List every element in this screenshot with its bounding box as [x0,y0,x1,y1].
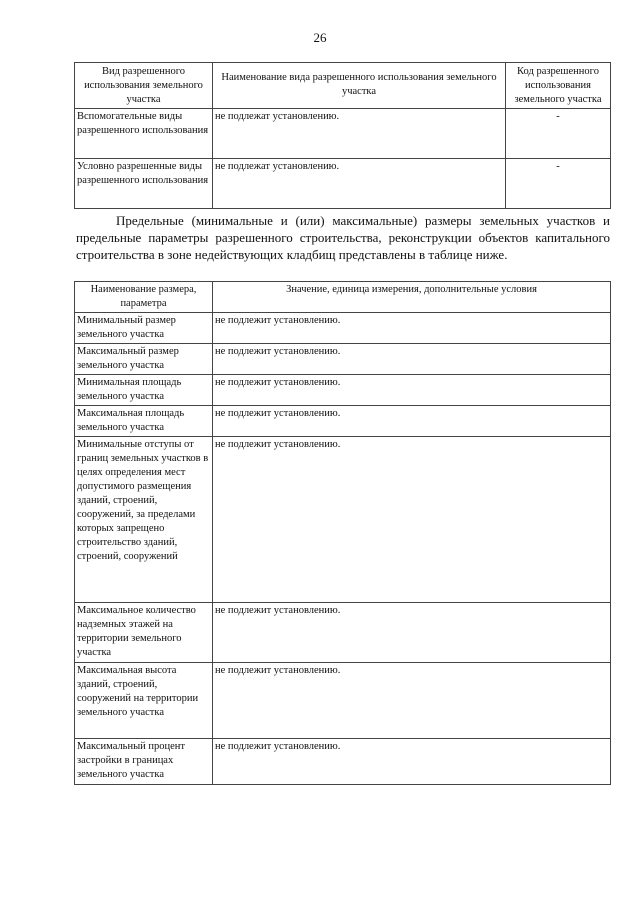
header-cell: Значение, единица измерения, дополнительные условия [213,282,611,313]
table-row [75,313,611,344]
body-paragraph: Предельные (минимальные и (или) максимальные) размеры земельных участков и предельные параметры разрешенного строительства, реконструкции объектов капитального строительства в зоне недействующих кладбищ представлены в таблице ниже. [76,213,610,262]
param-name-cell: Максимальная площадь земельного участка [75,406,213,437]
use-name-cell: не подлежат установлению. [213,109,506,159]
param-name-cell: Максимальный процент застройки в границах земельного участка [75,739,213,785]
permitted-use-table [74,62,611,209]
table-row [75,663,611,739]
param-name-cell: Минимальный размер земельного участка [75,313,213,344]
parameters-table [74,281,611,785]
param-value-cell: не подлежит установлению. [213,603,611,663]
table-row [75,109,611,159]
page-number: 26 [313,30,327,45]
param-name-cell: Минимальные отступы от границ земельных участков в целях определения мест допустимого размещения зданий, строений, сооружений, за пределами которых запрещено строительство зданий, строений, сооружений [75,437,213,603]
param-value-cell: не подлежит установлению. [213,663,611,739]
table-row [75,603,611,663]
table-header-row [75,63,611,109]
param-value-cell: не подлежит установлению. [213,739,611,785]
use-code-cell: - [506,109,611,159]
param-name-cell: Максимальная высота зданий, строений, сооружений на территории земельного участка [75,663,213,739]
table-row [75,437,611,603]
param-value-cell: не подлежит установлению. [213,406,611,437]
param-name-cell: Максимальное количество надземных этажей на территории земельного участка [75,603,213,663]
table-row [75,406,611,437]
header-cell: Наименование размера, параметра [75,282,213,313]
table-row [75,375,611,406]
use-code-cell: - [506,159,611,209]
use-name-cell: не подлежат установлению. [213,159,506,209]
param-value-cell: не подлежит установлению. [213,313,611,344]
table-row [75,159,611,209]
param-name-cell: Минимальная площадь земельного участка [75,375,213,406]
header-cell: Вид разрешенного использования земельного участка [75,63,213,109]
header-cell: Код разрешенного использования земельного участка [506,63,611,109]
table-row [75,344,611,375]
param-value-cell: не подлежит установлению. [213,344,611,375]
table-header-row [75,282,611,313]
param-name-cell: Максимальный размер земельного участка [75,344,213,375]
param-value-cell: не подлежит установлению. [213,437,611,603]
use-type-cell: Вспомогательные виды разрешенного использования [75,109,213,159]
table-row [75,739,611,785]
param-value-cell: не подлежит установлению. [213,375,611,406]
header-cell: Наименование вида разрешенного использования земельного участка [213,63,506,109]
use-type-cell: Условно разрешенные виды разрешенного использования [75,159,213,209]
